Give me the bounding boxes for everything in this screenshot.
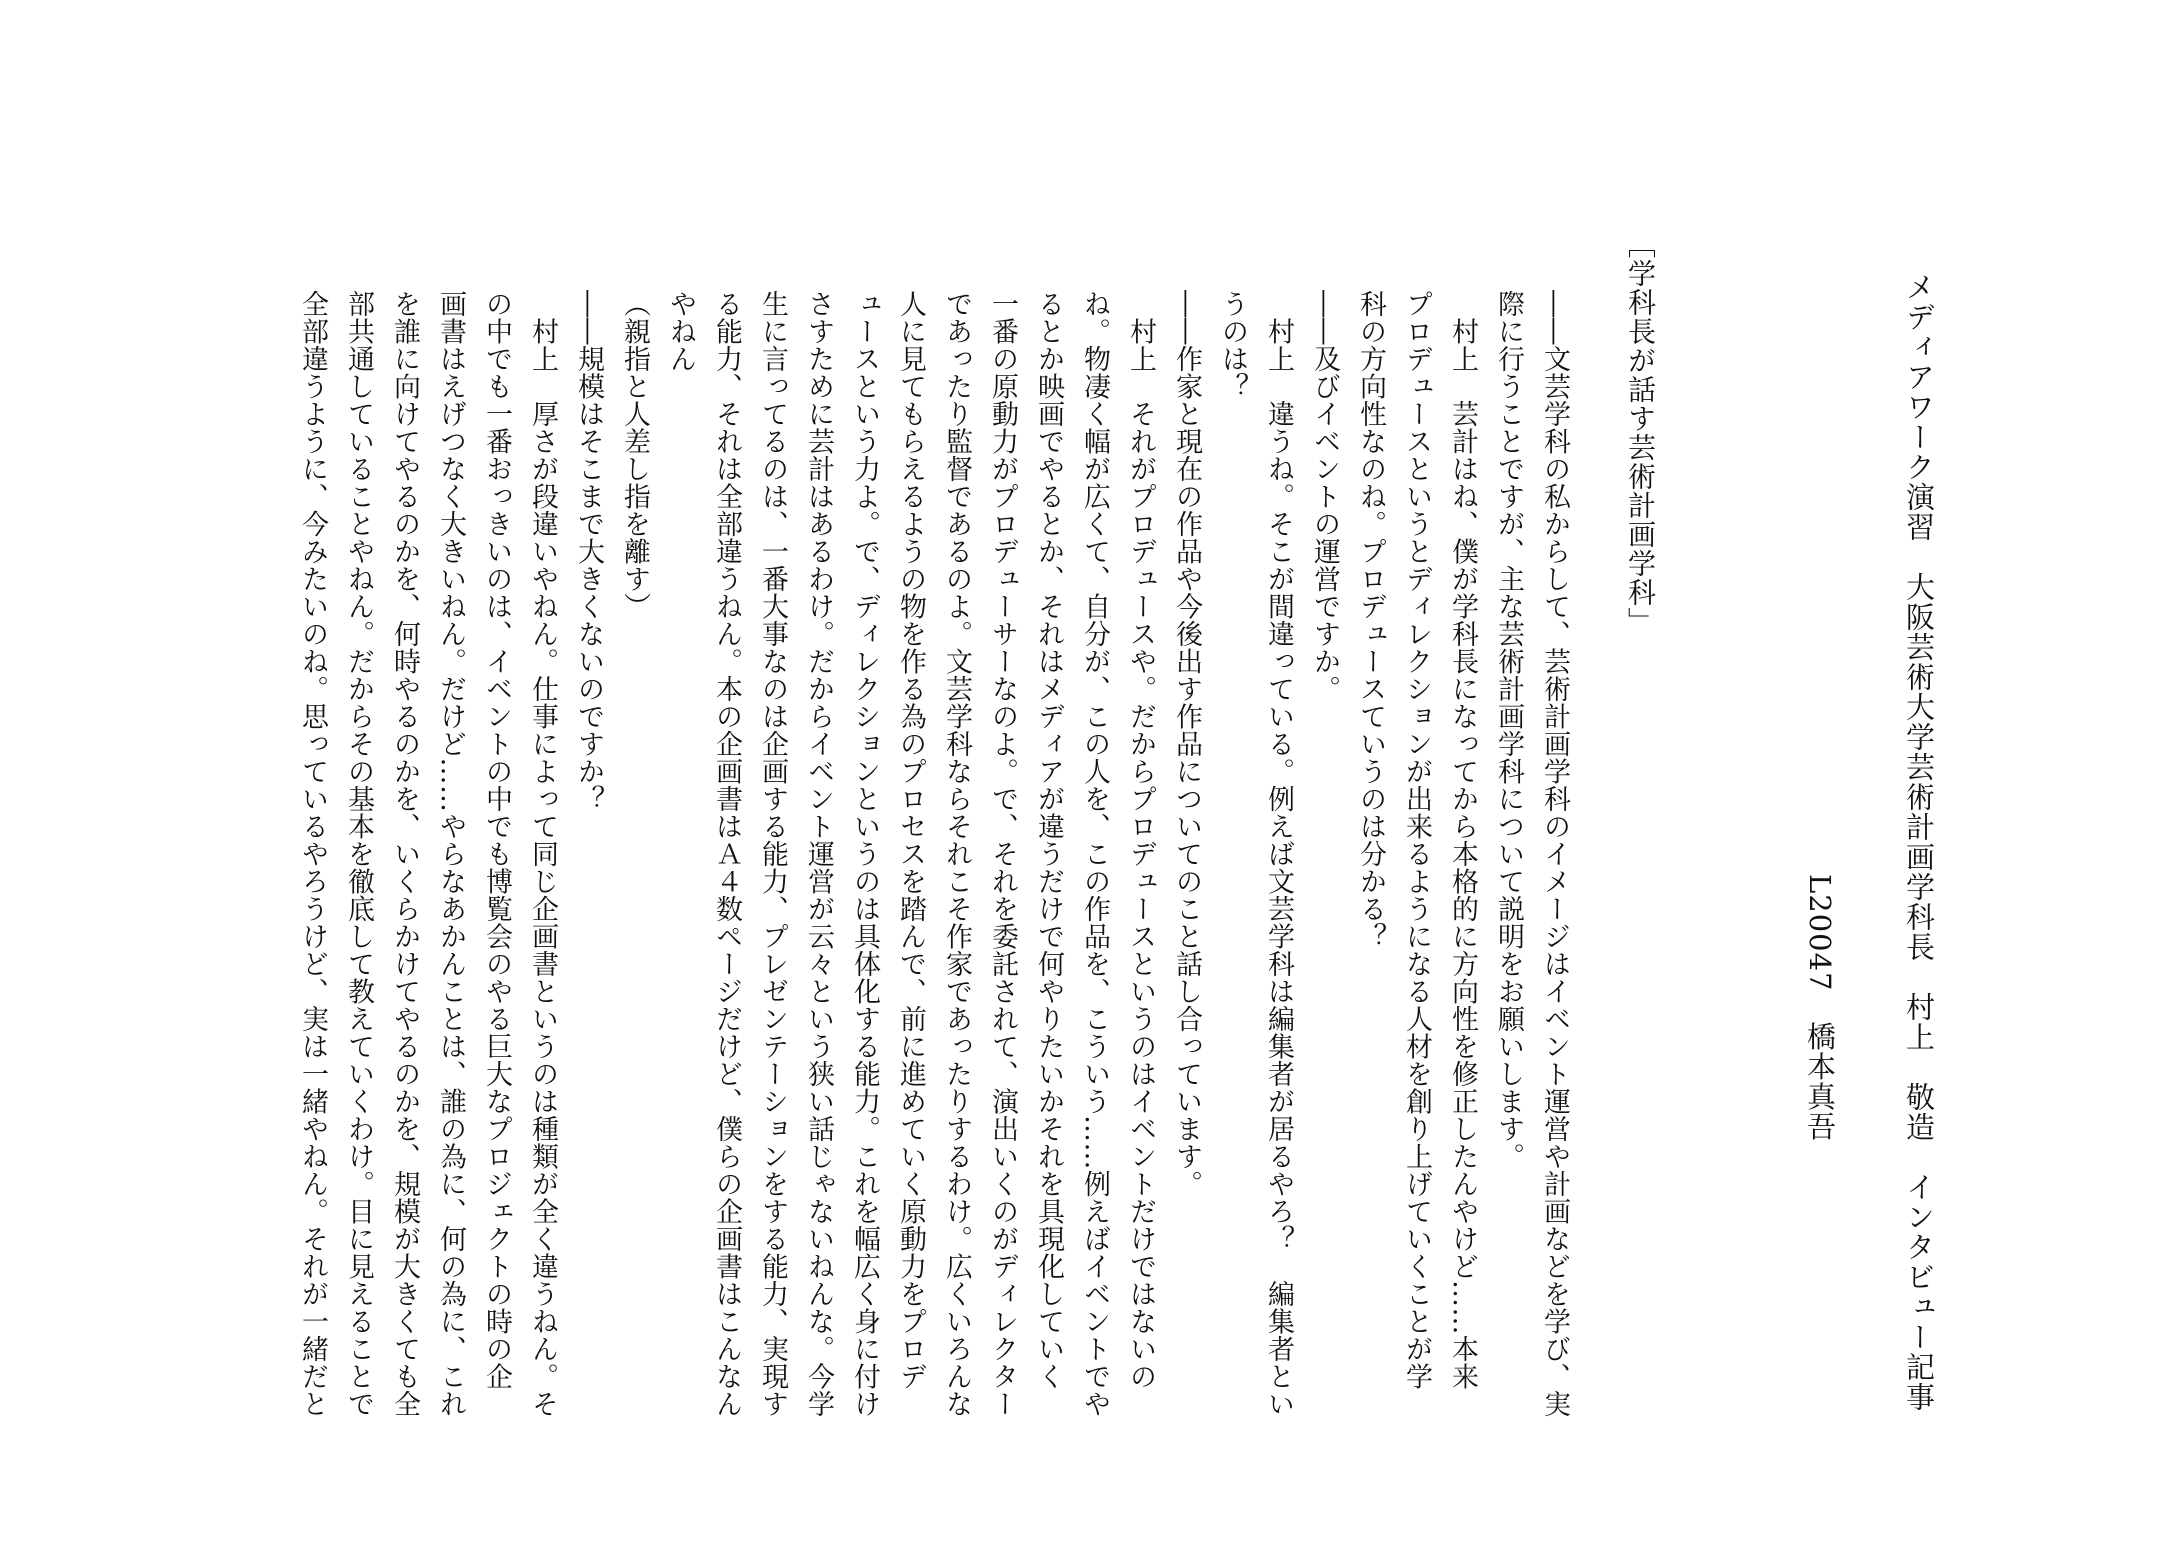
text-column: ね。物凄く幅が広くて、自分が、この人を、この作品を、こういう……例えばイベントでや [1079,290,1110,1418]
text-column: 全部違うように、今みたいのね。思っているやろうけど、実は一緒やねん。それが一緒だと [297,290,328,1418]
text-column: うのは？ [1217,290,1248,400]
text-column: 村上 厚さが段違いやねん。仕事によって同じ企画書というのは種類が全く違うねん。そ [527,290,558,1418]
text-column: ュースという力よ。で、ディレクションというのは具体化する能力。これを幅広く身に付け [849,290,880,1418]
text-column: 生に言ってるのは、一番大事なのは企画する能力、プレゼンテーションをする能力、実現す [757,290,788,1418]
text-column: さすために芸計はあるわけ。だからイベント運営が云々という狭い話じゃないねんな。今学 [803,290,834,1418]
text-column: であったり監督であるのよ。文芸学科ならそれこそ作家であったりするわけ。広くいろんな [941,290,972,1418]
author-line: L20047 橋本真吾 [1803,874,1837,1142]
text-column: 人に見てもらえるようの物を作る為のプロセスを踏んで、前に進めていく原動力をプロデ [895,290,926,1390]
document-title: メディアワーク演習 大阪芸術大学芸術計画学科長 村上 敬造 インタビュー記事 [1902,272,1936,1412]
text-column: を誰に向けてやるのかを、何時やるのかを、いくらかけてやるのかを、規模が大きくても全 [389,290,420,1418]
text-column: 科の方向性なのね。プロデュースていうのは分かる？ [1355,290,1386,950]
section-heading: ［学科長が話す芸術計画学科」 [1624,230,1657,636]
text-column: 村上 芸計はね、僕が学科長になってから本格的に方向性を修正したんやけど……本来 [1447,290,1478,1390]
text-column: （親指と人差し指を離す） [619,290,650,620]
text-column: ――及びイベントの運営ですか。 [1309,290,1340,703]
text-column: 部共通していることやねん。だからその基本を徹底して教えていくわけ。目に見えることで [343,290,374,1418]
text-column: 画書はえげつなく大きいねん。だけど……やらなあかんことは、誰の為に、何の為に、これ [435,290,466,1418]
text-column: るとか映画でやるとか、それはメディアが違うだけで何やりたいかそれを具現化していく [1033,290,1064,1390]
text-column: ――文芸学科の私からして、芸術計画学科のイメージはイベント運営や計画などを学び、実 [1539,290,1570,1418]
text-column: 一番の原動力がプロデューサーなのよ。で、それを委託されて、演出いくのがディレクター [987,290,1018,1418]
text-column: やねん [665,290,696,373]
text-column: の中でも一番おっきいのは、イベントの中でも博覧会のやる巨大なプロジェクトの時の企 [481,290,512,1390]
text-column: る能力、それは全部違うねん。本の企画書はＡ４数ページだけど、僕らの企画書はこんなん [711,290,742,1418]
text-column: ――規模はそこまで大きくないのですか？ [573,290,604,813]
text-column: 際に行うことですが、主な芸術計画学科について説明をお願いします。 [1493,290,1524,1170]
text-column: プロデュースというとディレクションが出来るようになる人材を創り上げていくことが学 [1401,290,1432,1390]
text-column: 村上 違うね。そこが間違っている。例えば文芸学科は編集者が居るやろ？ 編集者とい [1263,290,1294,1418]
text-column: ――作家と現在の作品や今後出す作品についてのこと話し合っています。 [1171,290,1202,1198]
text-column: 村上 それがプロデュースや。だからプロデュースというのはイベントだけではないの [1125,290,1156,1390]
